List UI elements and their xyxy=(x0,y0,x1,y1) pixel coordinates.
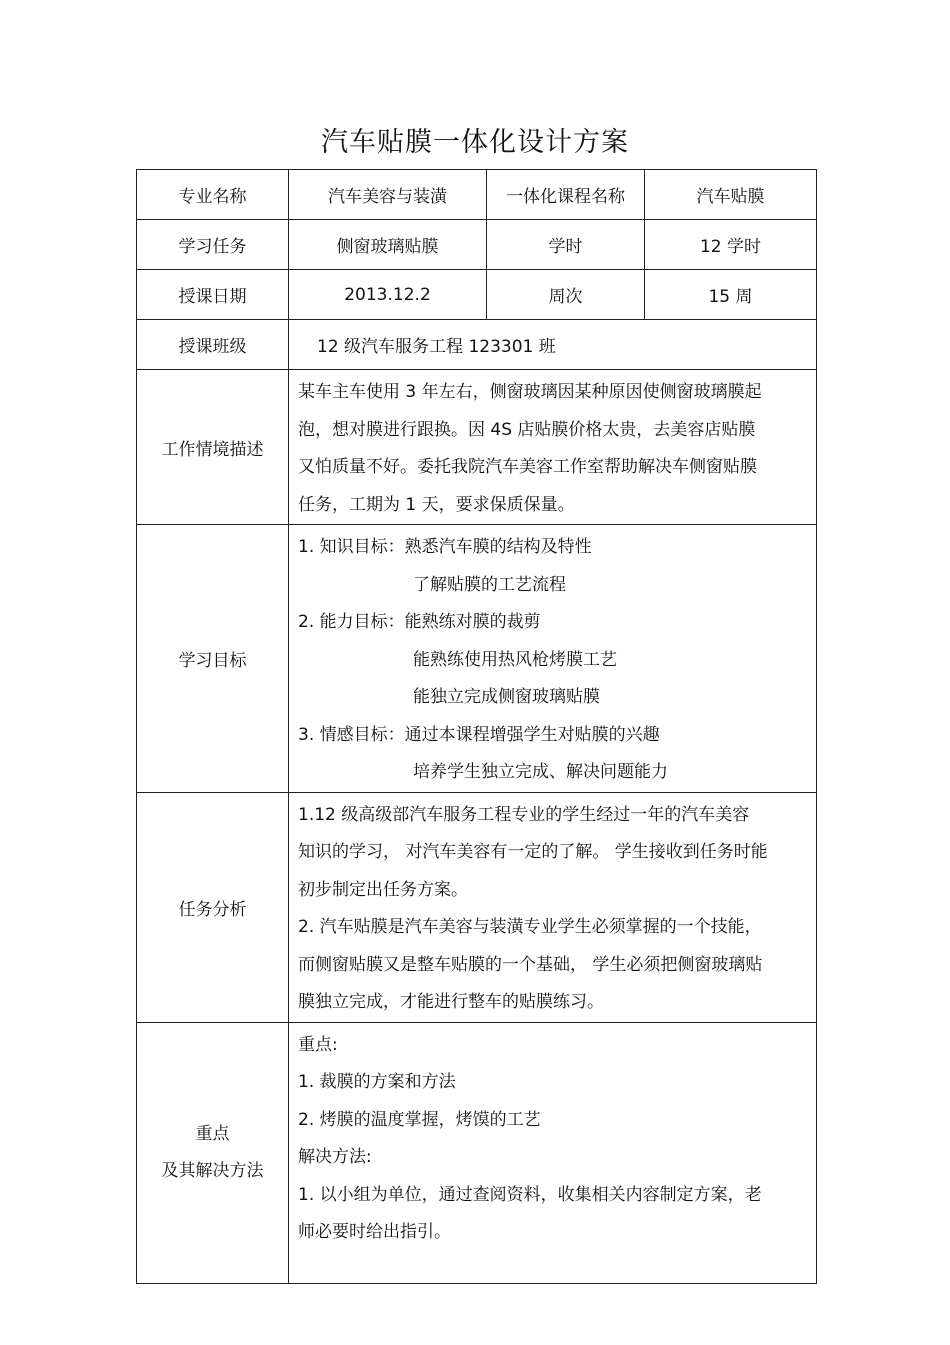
table-row xyxy=(137,525,817,793)
objective-line: 能独立完成侧窗玻璃贴膜 xyxy=(413,687,600,707)
keypoint-line: 重点: xyxy=(298,1034,338,1055)
objectives-label: 学习目标 xyxy=(137,525,289,793)
keypoint-line: 1. 裁膜的方案和方法 xyxy=(298,1072,456,1092)
keypoint-line: 解决方法: xyxy=(298,1147,372,1167)
design-plan-table xyxy=(136,169,817,1284)
objective-line: 3. 情感目标：通过本课程增强学生对贴膜的兴趣 xyxy=(298,724,660,745)
objective-line: 了解贴膜的工艺流程 xyxy=(413,574,566,595)
table-row xyxy=(137,320,817,370)
keypoints-content xyxy=(289,1022,817,1283)
keypoint-line: 1. 以小组为单位，通过查阅资料，收集相关内容制定方案，老 xyxy=(298,1184,762,1205)
week-label: 周次 xyxy=(487,270,645,320)
analysis-line: 膜独立完成，才能进行整车的贴膜练习。 xyxy=(298,992,604,1012)
scenario-content xyxy=(289,370,817,525)
analysis-line: 1.12 级高级部汽车服务工程专业的学生经过一年的汽车美容 xyxy=(298,804,750,825)
keypoints-label-line: 及其解决方法 xyxy=(161,1160,264,1181)
scenario-line: 某车主车使用 3 年左右，侧窗玻璃因某种原因使侧窗玻璃膜起 xyxy=(298,382,762,402)
hours-value: 12 学时 xyxy=(645,220,817,270)
scenario-label: 工作情境描述 xyxy=(137,370,289,525)
table-row xyxy=(137,370,817,525)
scenario-line: 又怕质量不好。委托我院汽车美容工作室帮助解决车侧窗贴膜 xyxy=(298,457,757,477)
table-row xyxy=(137,1022,817,1283)
task-value: 侧窗玻璃贴膜 xyxy=(289,220,487,270)
class-label: 授课班级 xyxy=(137,320,289,370)
objective-line: 培养学生独立完成、解决问题能力 xyxy=(413,762,668,782)
analysis-content xyxy=(289,792,817,1022)
hours-label: 学时 xyxy=(487,220,645,270)
course-label: 一体化课程名称 xyxy=(487,170,645,220)
objectives-content xyxy=(289,525,817,793)
keypoints-label-line: 重点 xyxy=(195,1123,230,1144)
keypoints-label xyxy=(137,1022,289,1283)
analysis-label: 任务分析 xyxy=(137,792,289,1022)
objective-line: 能熟练使用热风枪烤膜工艺 xyxy=(413,649,617,670)
date-value: 2013.12.2 xyxy=(289,270,487,320)
keypoint-line: 2. 烤膜的温度掌握，烤馍的工艺 xyxy=(298,1109,541,1130)
document-title: 汽车贴膜一体化设计方案 xyxy=(321,127,629,158)
task-label: 学习任务 xyxy=(137,220,289,270)
analysis-line: 而侧窗贴膜又是整车贴膜的一个基础， 学生必须把侧窗玻璃贴 xyxy=(298,954,763,975)
objective-line: 1. 知识目标：熟悉汽车膜的结构及特性 xyxy=(298,537,592,557)
objective-line: 2. 能力目标：能熟练对膜的裁剪 xyxy=(298,612,541,632)
analysis-line: 2. 汽车贴膜是汽车美容与装潢专业学生必须掌握的一个技能， xyxy=(298,917,762,937)
class-value: 12 级汽车服务工程 123301 班 xyxy=(289,320,817,370)
week-value: 15 周 xyxy=(645,270,817,320)
table-row xyxy=(137,270,817,320)
keypoint-line: 师必要时给出指引。 xyxy=(298,1222,451,1242)
table-row xyxy=(137,792,817,1022)
date-label: 授课日期 xyxy=(137,270,289,320)
analysis-line: 知识的学习， 对汽车美容有一定的了解。 学生接收到任务时能 xyxy=(298,842,768,862)
table-row xyxy=(137,220,817,270)
major-value: 汽车美容与装潢 xyxy=(289,170,487,220)
table-row xyxy=(137,170,817,220)
major-label: 专业名称 xyxy=(137,170,289,220)
scenario-line: 任务，工期为 1 天，要求保质保量。 xyxy=(298,494,575,515)
course-value: 汽车贴膜 xyxy=(645,170,817,220)
scenario-line: 泡，想对膜进行跟换。因 4S 店贴膜价格太贵，去美容店贴膜 xyxy=(298,419,756,440)
analysis-line: 初步制定出任务方案。 xyxy=(298,879,468,900)
